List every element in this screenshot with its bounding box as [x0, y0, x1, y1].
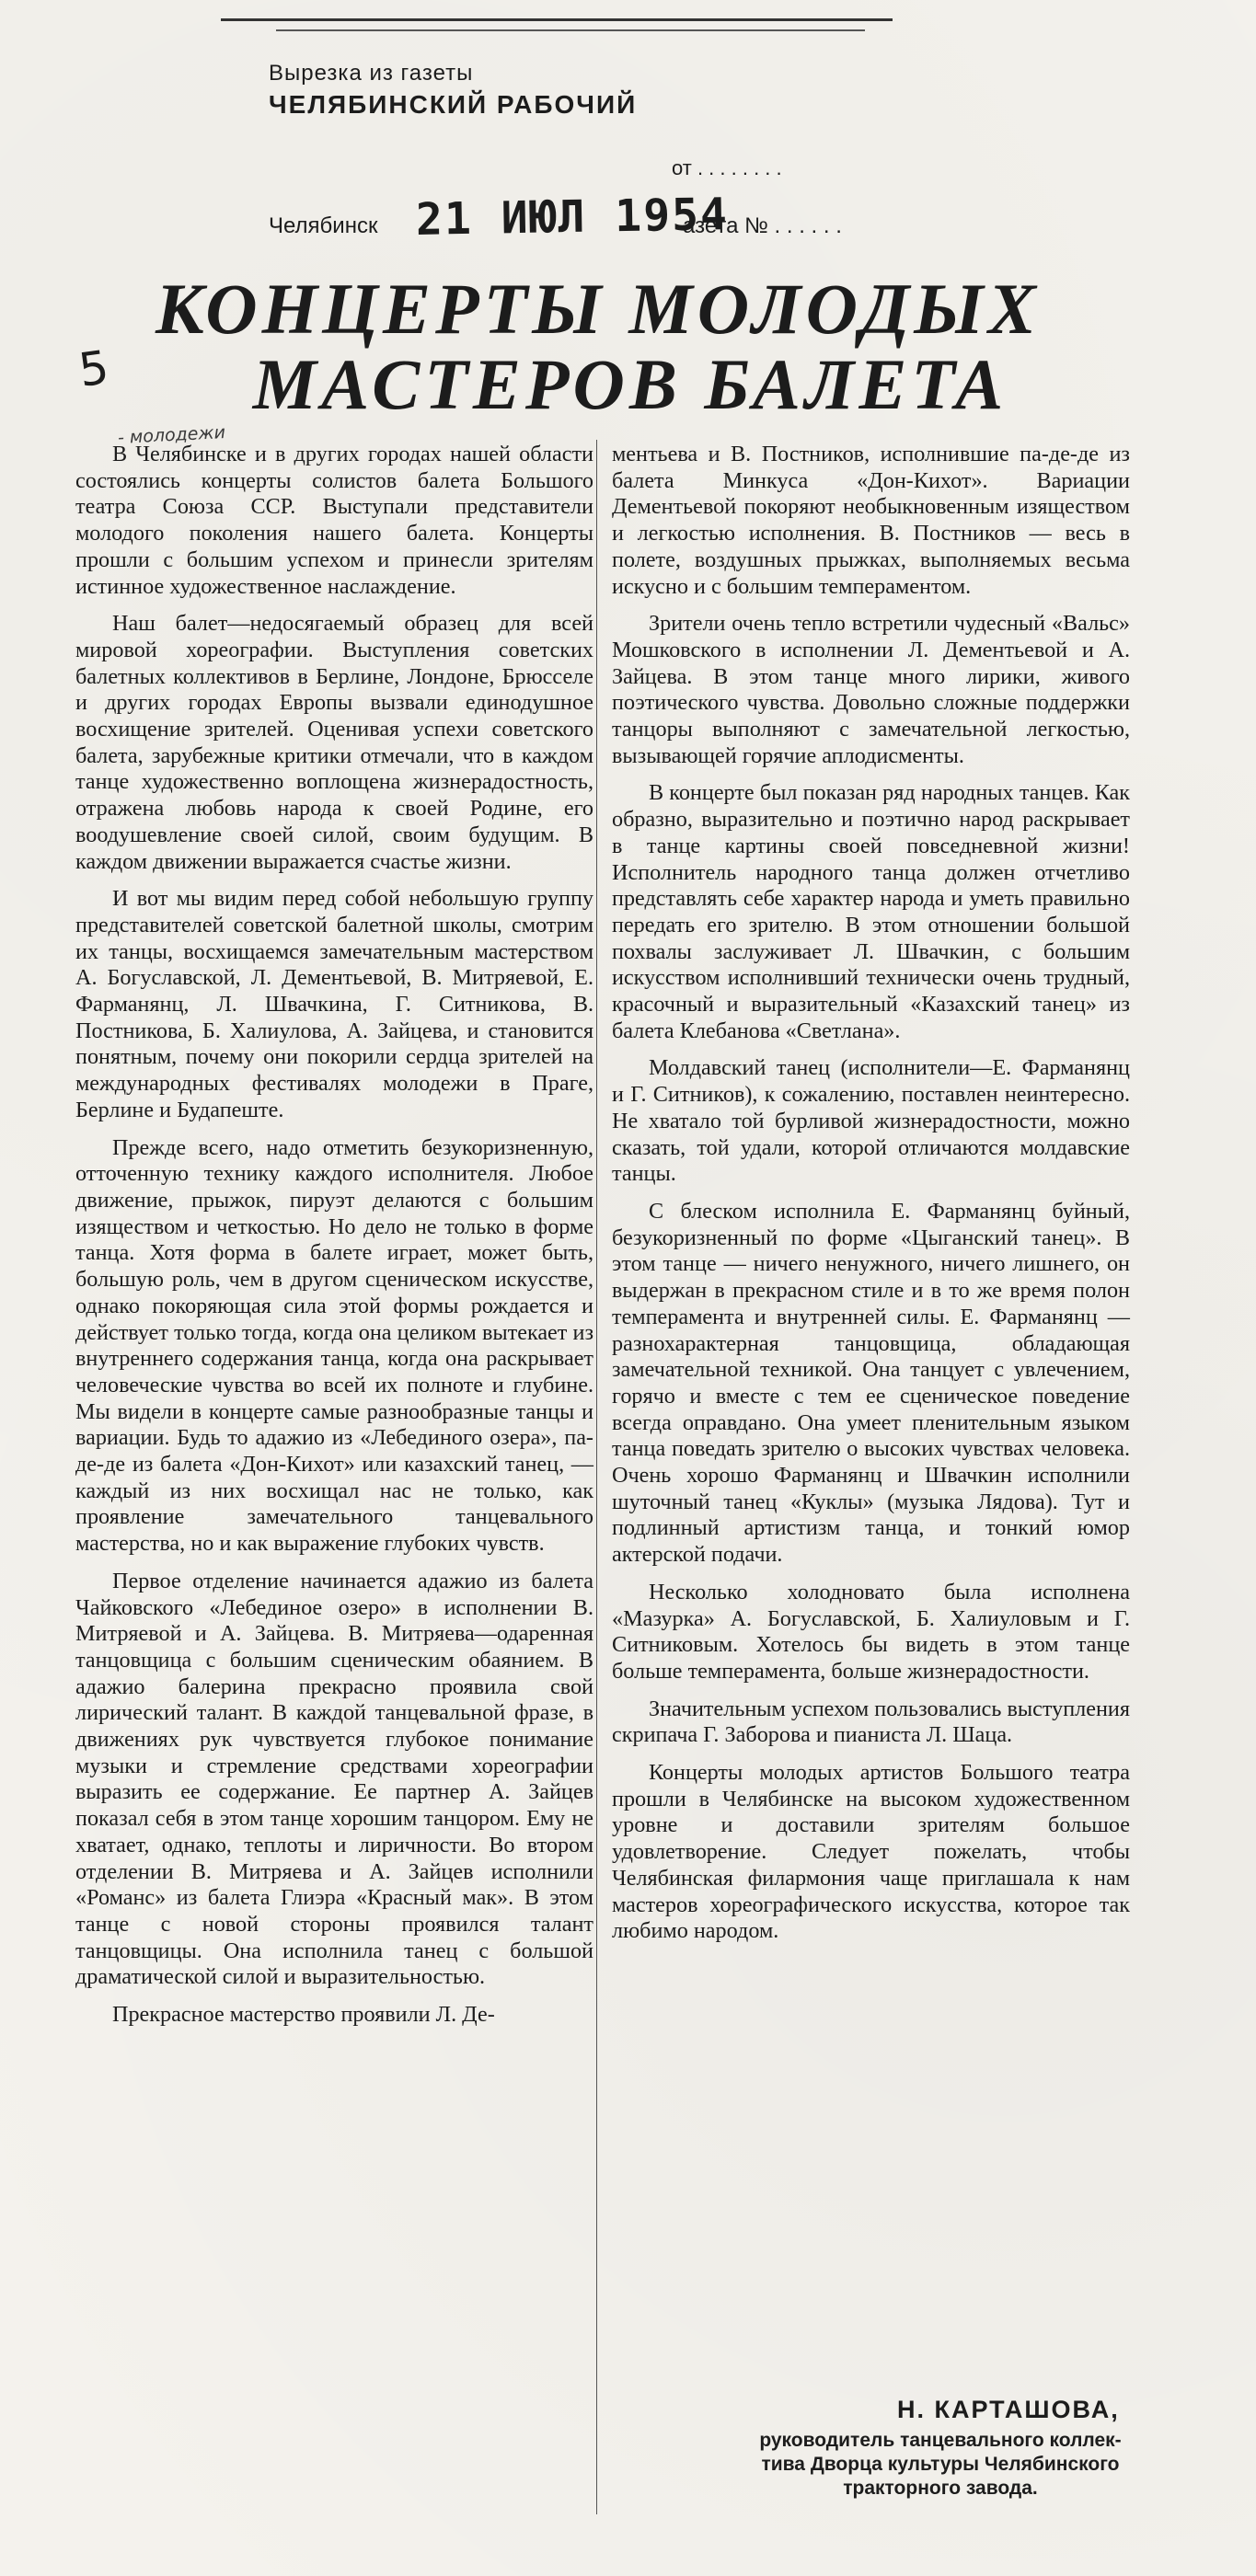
paragraph: Прекрасное мастерство проявили Л. Де-: [112, 2002, 495, 2028]
handwritten-margin-note: - молодежи: [117, 421, 226, 449]
paragraph: Первое отделение начинается адажио из балета Чайковского «Лебединое озеро» в исполнении В. Митряевой и А. Зайцева. В. Митряева—одаренная танцовщица с большим сценическим обаянием. В адажио балерина прекрасно проявила свой лирический талант. В каждой танцевальной фразе, в движениях рук чувствуется глубокое понимание музыки и стремление средствами хореографии выразить ее содержание. Ее партнер А. Зайцев показал себя в этом танце хорошим танцором. Ему не хватает, однако, теплоты и лиричности. Во втором отделении В. Митряева и А. Зайцев исполнили «Романс» из балета Глиэра «Красный мак». В этом танце с новой стороны проявился талант танцовщицы. Она исполнила танец с большой драматической силой и выразительностью.: [75, 1568, 593, 1990]
article-title: [92, 271, 1104, 422]
newspaper-name: ЧЕЛЯБИНСКИЙ РАБОЧИЙ: [269, 90, 638, 119]
paragraph: Зрители очень тепло встретили чудесный «Вальс» Мошковского в исполнении Л. Дементьевой и А. Зайцева. В этом танце много лирики, живого поэтического чувства. Довольно сложные поддержки танцоры выполняют с замечательной легкостью, вызывающей горячие аплодисменты.: [612, 611, 1130, 768]
issue-label: азета № . . . . . .: [683, 213, 842, 238]
top-rule-secondary: [276, 29, 865, 31]
paragraph: Концерты молодых артистов Большого театра прошли в Челябинске на высоком художественном уровне и доставили зрителям большое удовлетворение. Следует пожелать, чтобы Челябинская филармония чаще приглашала к нам мастеров хореографического искусства, которое так любимо народом.: [612, 1760, 1130, 1944]
paragraph: В концерте был показан ряд народных танцев. Как образно, выразительно и поэтично народ раскрывает в танце картины своей повседневной жизни! Исполнитель народного танца должен отчетливо представлять себе характер народа и уметь правильно передать его зрителю. В этом отношении большой похвалы заслуживает Л. Швачкин, с большим искусством исполнивший технически очень трудный, красочный и выразительный «Казахский танец» из балета Клебанова «Светлана».: [612, 780, 1130, 1043]
author-role: [664, 2429, 1216, 2501]
from-label: от . . . . . . . .: [672, 156, 782, 179]
paragraph: И вот мы видим перед собой небольшую группу представителей советской балетной школы, смотрим их танцы, восхищаемся замечательным мастерством А. Богуславской, Л. Дементьевой, В. Митряевой, Е. Фарманянц, Л. Швачкина, Г. Ситникова, В. Постникова, Б. Халиулова, А. Зайцева, и становится понятным, почему они покорили сердца зрителей на международных фестивалях молодежи в Праге, Берлине и Будапеште.: [75, 886, 593, 1122]
author-name: Н. КАРТАШОВА,: [897, 2396, 1120, 2423]
date-stamp: 21 ИЮЛ 1954: [415, 189, 730, 246]
clipping-label: Вырезка из газеты: [269, 61, 474, 86]
handwritten-page-number: 5: [75, 340, 112, 397]
column-divider: [596, 440, 597, 2514]
city-label: Челябинск: [269, 213, 378, 238]
paragraph: Несколько холодновато была исполнена «Мазурка» А. Богуславской, Б. Халиуловым и Г. Ситниковым. Хотелось бы видеть в этом танце больше темперамента, больше жизнерадостности.: [612, 1579, 1130, 1684]
author-role-line: руководитель танцевального коллек-: [759, 2430, 1122, 2451]
title-line-2: МАСТЕРОВ БАЛЕТА: [252, 343, 1008, 424]
paragraph: С блеском исполнила Е. Фарманянц буйный, безукоризненный по форме «Цыганский танец». В этом танце — ничего ненужного, ничего лишнего, он выдержан в прекрасном стиле и в то же время полон темперамента и внутренней силы. Е. Фарманянц — разнохарактерная танцовщица, обладающая замечательной техникой. Она танцует с увлечением, горячо и вместе с тем ее сценическое поведение всегда оправдано. Она умеет пленительным языком танца поведать зрителю о высоких чувствах человека. Очень хорошо Фарманянц и Швачкин исполнили шуточный танец «Куклы» (музыка Лядова). Тут и подлинный артистизм танца, и тонкий юмор актерской подачи.: [612, 1198, 1130, 1568]
paragraph: Прежде всего, надо отметить безукоризненную, отточенную технику каждого исполнителя. Любое движение, прыжок, пируэт делаются с большим изяществом и четкостью. Но дело не только в форме танца. Хотя форма в балете играет, может быть, большую роль, чем в другом сценическом искусстве, однако покоряющая сила этой формы рождается и действует только тогда, когда она целиком вытекает из внутреннего содержания танца, когда она раскрывает человеческие чувства во всей их полноте и глубине. Мы видели в концерте самые разнообразные танцы и вариации. Будь то адажио из «Лебединого озера», па-де-де из балета «Дон-Кихот» или казахский танец, — каждый из них восхищал нас не только, как проявление замечательного танцевального мастерства, но и как выражение глубоких чувств.: [75, 1134, 593, 1557]
paragraph: Наш балет—недосягаемый образец для всей мировой хореографии. Выступления советских балетных коллективов в Берлине, Лондоне, Брюсселе и других городах Европы вызвали единодушное восхищение зрителей. Оценивая успехи советского балета, зарубежные критики отмечали, что в каждом танце художественно воплощена жизнерадостность, отражена любовь народа к своей Родине, его воодушевление своей силой, своим будущим. В каждом движении выражается счастье жизни.: [75, 611, 593, 874]
article-right-column: [612, 442, 1130, 1956]
article-left-column: [75, 442, 593, 2040]
paragraph: В Челябинске и в других городах нашей области состоялись концерты солистов балета Большого театра Союза ССР. Выступали представители молодого поколения нашего балета. Концерты прошли с большим успехом и принесли зрителям истинное художественное наслаждение.: [75, 442, 593, 599]
author-role-line: тива Дворца культуры Челябинского: [761, 2454, 1120, 2475]
paragraph: ментьева и В. Постников, исполнившие па-де-де из балета Минкуса «Дон-Кихот». Вариации Дементьевой покоряют необыкновенным изяществом и легкостью исполнения. В. Постников — весь в полете, воздушных прыжках, выполняемых весьма искусно и с большим темпераментом.: [612, 442, 1130, 599]
title-line-1: КОНЦЕРТЫ МОЛОДЫХ: [156, 269, 1041, 349]
paragraph: Молдавский танец (исполнители—Е. Фарманянц и Г. Ситников), к сожалению, поставлен неинтересно. Не хватало той бурливой жизнерадостности, можно сказать, той удали, которой отличаются молдавские танцы.: [612, 1055, 1130, 1187]
author-role-line: тракторного завода.: [843, 2478, 1038, 2499]
paragraph: Значительным успехом пользовались выступления скрипача Г. Заборова и пианиста Л. Шаца.: [612, 1696, 1130, 1748]
top-rule: [221, 18, 893, 21]
